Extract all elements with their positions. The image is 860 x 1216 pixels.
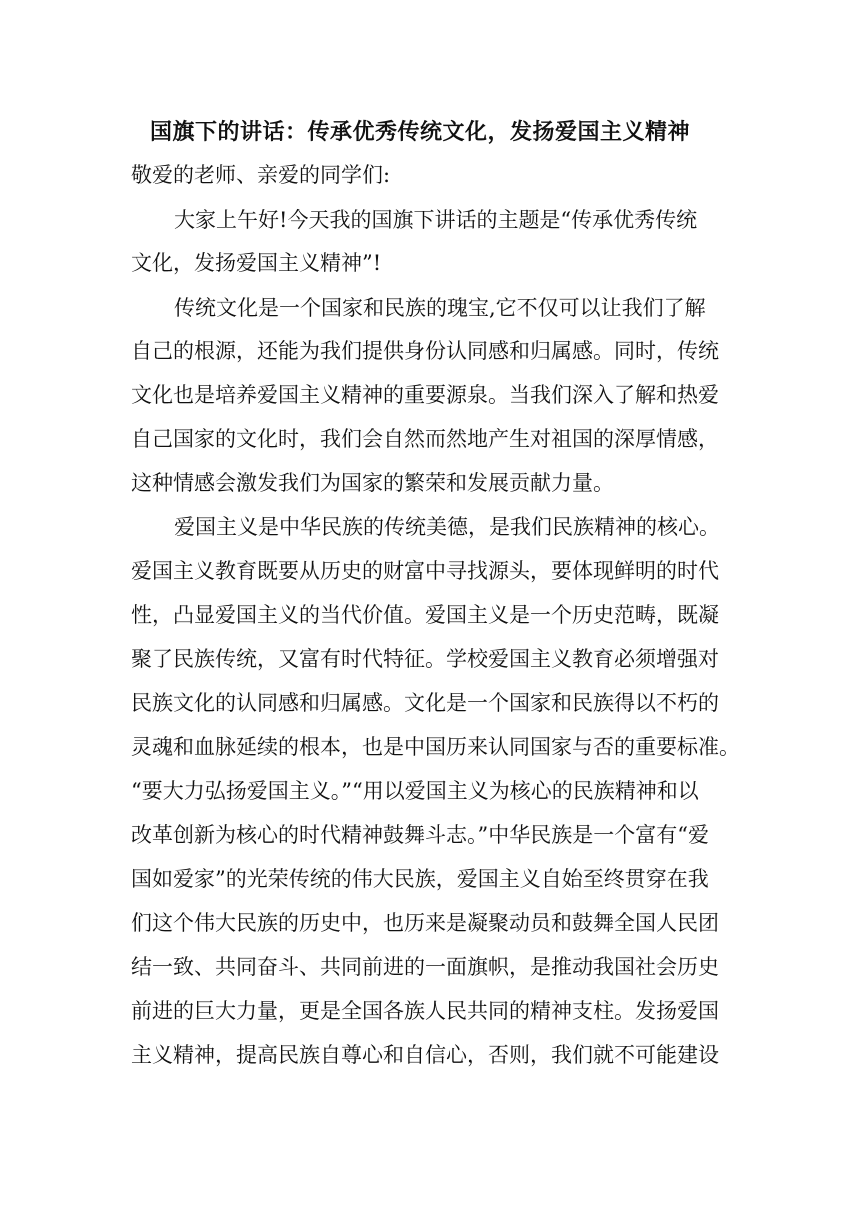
salutation: 敬爱的老师、亲爱的同学们:: [131, 163, 391, 187]
body-line: 国如爱家”的光荣传统的伟大民族，爱国主义自始至终贯穿在我: [131, 867, 709, 891]
body-line: 民族文化的认同感和归属感。文化是一个国家和民族得以不朽的: [131, 691, 719, 715]
body-line: 这种情感会激发我们为国家的繁荣和发展贡献力量。: [131, 471, 614, 495]
body-line: 爱国主义教育既要从历史的财富中寻找源头，要体现鲜明的时代: [131, 559, 719, 583]
body-line: 性，凸显爱国主义的当代价值。爱国主义是一个历史范畴，既凝: [131, 603, 719, 627]
document-title: 国旗下的讲话：传承优秀传统文化，发扬爱国主义精神: [150, 119, 691, 145]
body-line: 文化也是培养爱国主义精神的重要源泉。当我们深入了解和热爱: [131, 383, 719, 407]
body-line: 自己国家的文化时，我们会自然而然地产生对祖国的深厚情感，: [131, 427, 719, 451]
body-line: 灵魂和血脉延续的根本，也是中国历来认同国家与否的重要标准。: [131, 735, 740, 759]
body-line: 前进的巨大力量，更是全国各族人民共同的精神支柱。发扬爱国: [131, 999, 719, 1023]
body-line: 爱国主义是中华民族的传统美德，是我们民族精神的核心。: [174, 515, 720, 539]
body-line: 大家上午好!今天我的国旗下讲话的主题是“传承优秀传统: [174, 208, 698, 232]
body-line: 文化，发扬爱国主义精神”!: [131, 251, 382, 275]
body-line: 主义精神，提高民族自尊心和自信心，否则，我们就不可能建设: [131, 1043, 719, 1067]
body-line: 聚了民族传统，又富有时代特征。学校爱国主义教育必须增强对: [131, 647, 719, 671]
body-line: 自己的根源，还能为我们提供身份认同感和归属感。同时，传统: [131, 339, 719, 363]
body-line: 改革创新为核心的时代精神鼓舞斗志。”中华民族是一个富有“爱: [131, 823, 709, 847]
body-line: 结一致、共同奋斗、共同前进的一面旗帜，是推动我国社会历史: [131, 955, 719, 979]
body-line: 们这个伟大民族的历史中，也历来是凝聚动员和鼓舞全国人民团: [131, 911, 719, 935]
body-line: “要大力弘扬爱国主义。”“用以爱国主义为核心的民族精神和以: [131, 779, 699, 803]
body-line: 传统文化是一个国家和民族的瑰宝,它不仅可以让我们了解: [174, 296, 706, 320]
